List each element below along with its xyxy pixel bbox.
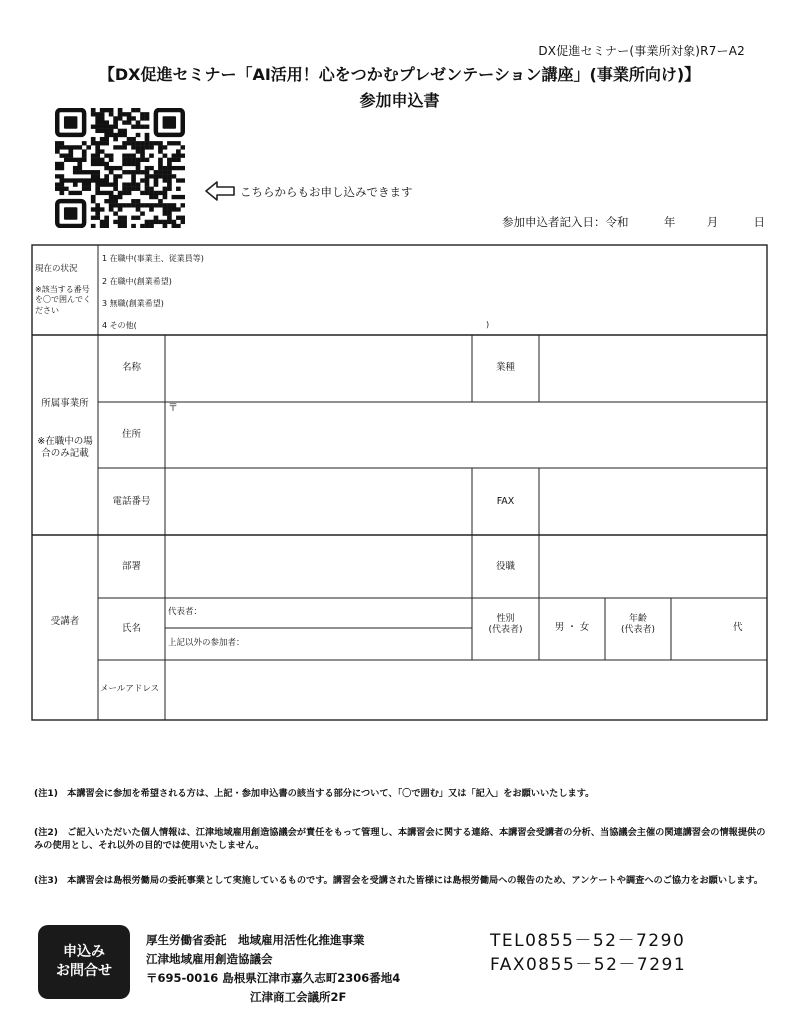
fax-number: FAX0855－52－7291 (490, 955, 687, 975)
gender-label (472, 614, 539, 637)
status-option-3[interactable]: 3 無職(創業希望) (102, 299, 164, 308)
qr-note: こちらからもお申し込みできます (240, 185, 413, 199)
age-label-line1: 年齢 (628, 614, 647, 624)
document-code: DX促進セミナー(事業所対象)R7ーA2 (538, 44, 745, 58)
office-section-note: ※在職中の場合のみ記載 (37, 436, 93, 459)
email-label: メールアドレス (100, 684, 160, 694)
gender-options[interactable]: 男 ・ 女 (554, 622, 590, 633)
org-building: 江津商工会議所2F (250, 990, 347, 1004)
org-address: 〒695-0016 島根県江津市嘉久志町2306番地4 (146, 971, 401, 985)
dept-label: 部署 (121, 561, 141, 572)
badge-line-1: 申込み (63, 944, 105, 961)
org-line-2: 江津地域雇用創造協議会 (146, 952, 273, 966)
status-label: 現在の状況 (35, 264, 78, 274)
tel-number[interactable]: TEL0855－52－7290 (490, 931, 686, 951)
name-label: 氏名 (121, 623, 141, 634)
address-label: 住所 (121, 429, 141, 440)
application-date[interactable] (502, 214, 765, 230)
fax-field[interactable] (540, 469, 766, 534)
postal-mark: 〒 (168, 403, 178, 414)
status-option-2[interactable]: 2 在職中(創業希望) (102, 277, 172, 286)
phone-label: 電話番号 (112, 496, 151, 507)
fax-label: FAX (496, 496, 515, 507)
note-3: (注3) 本講習会は島根労働局の委託事業として実施しているものです。講習会を受講された皆様には島根労働局への報告のため、アンケートや調査へのご協力をお願いします。 (34, 875, 764, 886)
position-field[interactable] (540, 536, 766, 597)
gender-label-line2: (代表者) (488, 625, 523, 636)
note-2: (注2) ご記入いただいた個人情報は、江津地域雇用創造協議会が責任をもって管理し、本講習会に関する連絡、本講習会受講者の分析、当協議会主催の関連講習会の情報提供のみの使用とし、それ以外の目的では使用いたしません。 (34, 827, 766, 852)
status-option-1[interactable]: 1 在職中(事業主、従業員等) (102, 254, 204, 263)
status-option-4-close: ) (486, 320, 490, 329)
status-note: ※該当する番号を〇で囲んでください (35, 285, 91, 315)
office-name-field[interactable] (166, 336, 471, 401)
other-attendees-label[interactable]: 上記以外の参加者： (168, 638, 245, 648)
age-suffix: 代 (733, 622, 743, 633)
contact-badge (38, 925, 130, 999)
address-field[interactable] (166, 403, 766, 467)
qr-code[interactable] (55, 108, 185, 228)
date-label: 参加申込者記入日：令和 (502, 215, 629, 229)
badge-line-2: お問合せ (56, 963, 112, 979)
left-arrow-icon (204, 180, 236, 202)
page-title: 【DX促進セミナー「AI活用！心をつかむプレゼンテーション講座」(事業所向け)】 (98, 65, 701, 84)
office-section-label: 所属事業所 (41, 398, 89, 409)
phone-field[interactable] (166, 469, 471, 534)
age-label (605, 614, 671, 637)
rep-name-label[interactable]: 代表者： (168, 607, 203, 617)
gender-label-line1: 性別 (496, 614, 515, 624)
email-field[interactable] (166, 661, 766, 719)
industry-field[interactable] (540, 336, 766, 401)
note-1: (注1) 本講習会に参加を希望される方は、上記・参加申込書の該当する部分について、「〇で囲む」又は「記入」をお願いいたします。 (34, 788, 595, 799)
attendee-section-label: 受講者 (50, 616, 80, 627)
status-option-4[interactable]: 4 その他( (102, 321, 137, 330)
age-label-line2: (代表者) (620, 625, 656, 636)
date-day: 日 (753, 215, 765, 229)
industry-label: 業種 (495, 362, 515, 373)
office-name-label: 名称 (121, 362, 141, 373)
dept-field[interactable] (166, 536, 471, 597)
page-subtitle: 参加申込書 (359, 91, 440, 110)
org-line-1: 厚生労働省委託 地域雇用活性化推進事業 (146, 933, 365, 947)
date-year: 年 (663, 215, 676, 229)
age-field[interactable] (672, 599, 766, 659)
position-label: 役職 (495, 561, 515, 572)
date-month: 月 (706, 215, 719, 229)
